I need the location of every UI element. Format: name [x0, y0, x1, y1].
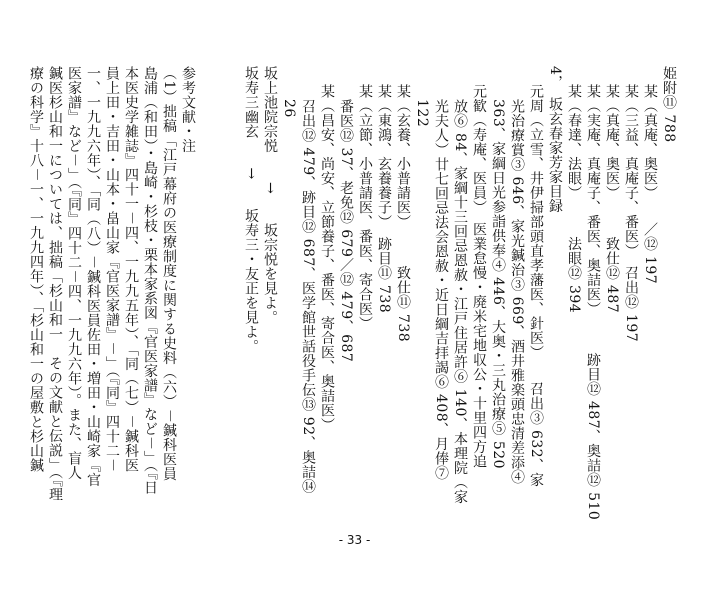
entry-line-4: 某（真庵、奥医） 致仕⑫ 487 — [604, 84, 620, 314]
entry-line-1: 姫附⑪ 788 — [661, 66, 677, 143]
cross-reference-2: 坂寿三幽玄 → 坂寿三・友正を見よ。 — [243, 66, 259, 354]
entry-line-17: 番医⑫ 37、老免⑫ 679／⑫ 479、687 — [338, 99, 354, 363]
entry-line-11: 放⑥ 84、家綱十三回忌恩赦・江戸住居許⑥ 140、本理院（家 — [452, 99, 468, 504]
reference-line-4: 員上田・吉田・山本・畠山家『官医家譜』－」（『同』四十二－ — [104, 66, 120, 473]
cross-reference-1: 坂上池院宗悦 → 坂宗悦を見よ。 — [262, 66, 278, 325]
reference-line-5: 一、一九九六年）、「同（八）－鍼科医員佐田・増田・山崎家『官 — [85, 66, 101, 487]
reference-line-8: 療の科学』十八－一、一九九四年）、「杉山和一の屋敷と杉山鍼 — [28, 66, 44, 473]
entry-line-7: 元周（立雪、井伊掃部頭直孝藩医、針医） 召出③ 632、家 — [528, 84, 544, 488]
reference-line-1: （1）拙稿「江戸幕府の医療制度に関する史料（六）－鍼科医員 — [161, 66, 177, 482]
entry-line-14: 某（玄養、小普請医） 致仕⑪ 738 — [395, 84, 411, 343]
references-heading: 参考文献・注 — [180, 66, 196, 153]
entry-line-18: 某（昌安、尚安、立節養子、番医、寄合医、奥詰医） — [319, 84, 335, 432]
page-number: - 33 - — [338, 533, 371, 547]
reference-line-3: 本医史学雑誌』四十一－四、一九九五年）、「同（七）－鍼科医 — [123, 66, 139, 473]
section-number: 4， — [547, 66, 563, 90]
entry-line-10: 元歓（寿庵、医員） 医業怠慢・廃米宅地収公・十里四方追 — [471, 84, 487, 469]
entry-line-15: 某（東鴻、玄養養子） 跡目⑪ 738 — [376, 84, 392, 314]
entry-line-5: 某（実庵、真庵子、番医、奥詰医） 跡目⑫ 487、奥詰⑫ 510 — [585, 84, 601, 521]
entry-line-2: 某（真庵、奥医） ／⑫ 197 — [642, 84, 658, 285]
entry-line-20: 26 — [281, 99, 297, 118]
entry-line-19: 召出⑫ 479、跡目⑫ 687、医学館世話役手伝⑬ 92、奥詰⑭ — [300, 99, 316, 494]
reference-line-2: 島浦（和田）・島崎・杉枝・栗本家系図『官医家譜』など－」（『日 — [142, 66, 158, 495]
reference-line-6: 医家譜』など－」（『同』四十二－四、一九九六年）。また、盲人 — [66, 66, 82, 480]
entry-line-16: 某（立節、小普請医、番医、寄合医） — [357, 84, 373, 331]
entry-line-12: 光夫人）廿七回忌法会恩赦・近日綱吉拝謁⑥ 408、月俸⑦ — [433, 99, 449, 481]
entry-line-13: 122 — [414, 99, 430, 128]
section-heading: 坂玄春家芳家目録 — [547, 97, 563, 213]
entry-line-8: 光治療賞③ 646、家光鍼治③ 669、酒井雅楽頭忠清差添④ — [509, 99, 525, 485]
entry-line-9: 363、家綱日光参詣供奉④ 446、大奥・三丸治療⑤ 520 — [490, 99, 506, 470]
reference-line-7: 鍼医杉山和一については、拙稿「杉山和一 その文献と伝説」（『理 — [47, 66, 63, 502]
entry-line-6: 某（春達、法眼） 法眼⑫ 394 — [566, 84, 582, 314]
entry-line-3: 某（三益、真庵子、番医） 召出⑫ 197 — [623, 84, 639, 343]
